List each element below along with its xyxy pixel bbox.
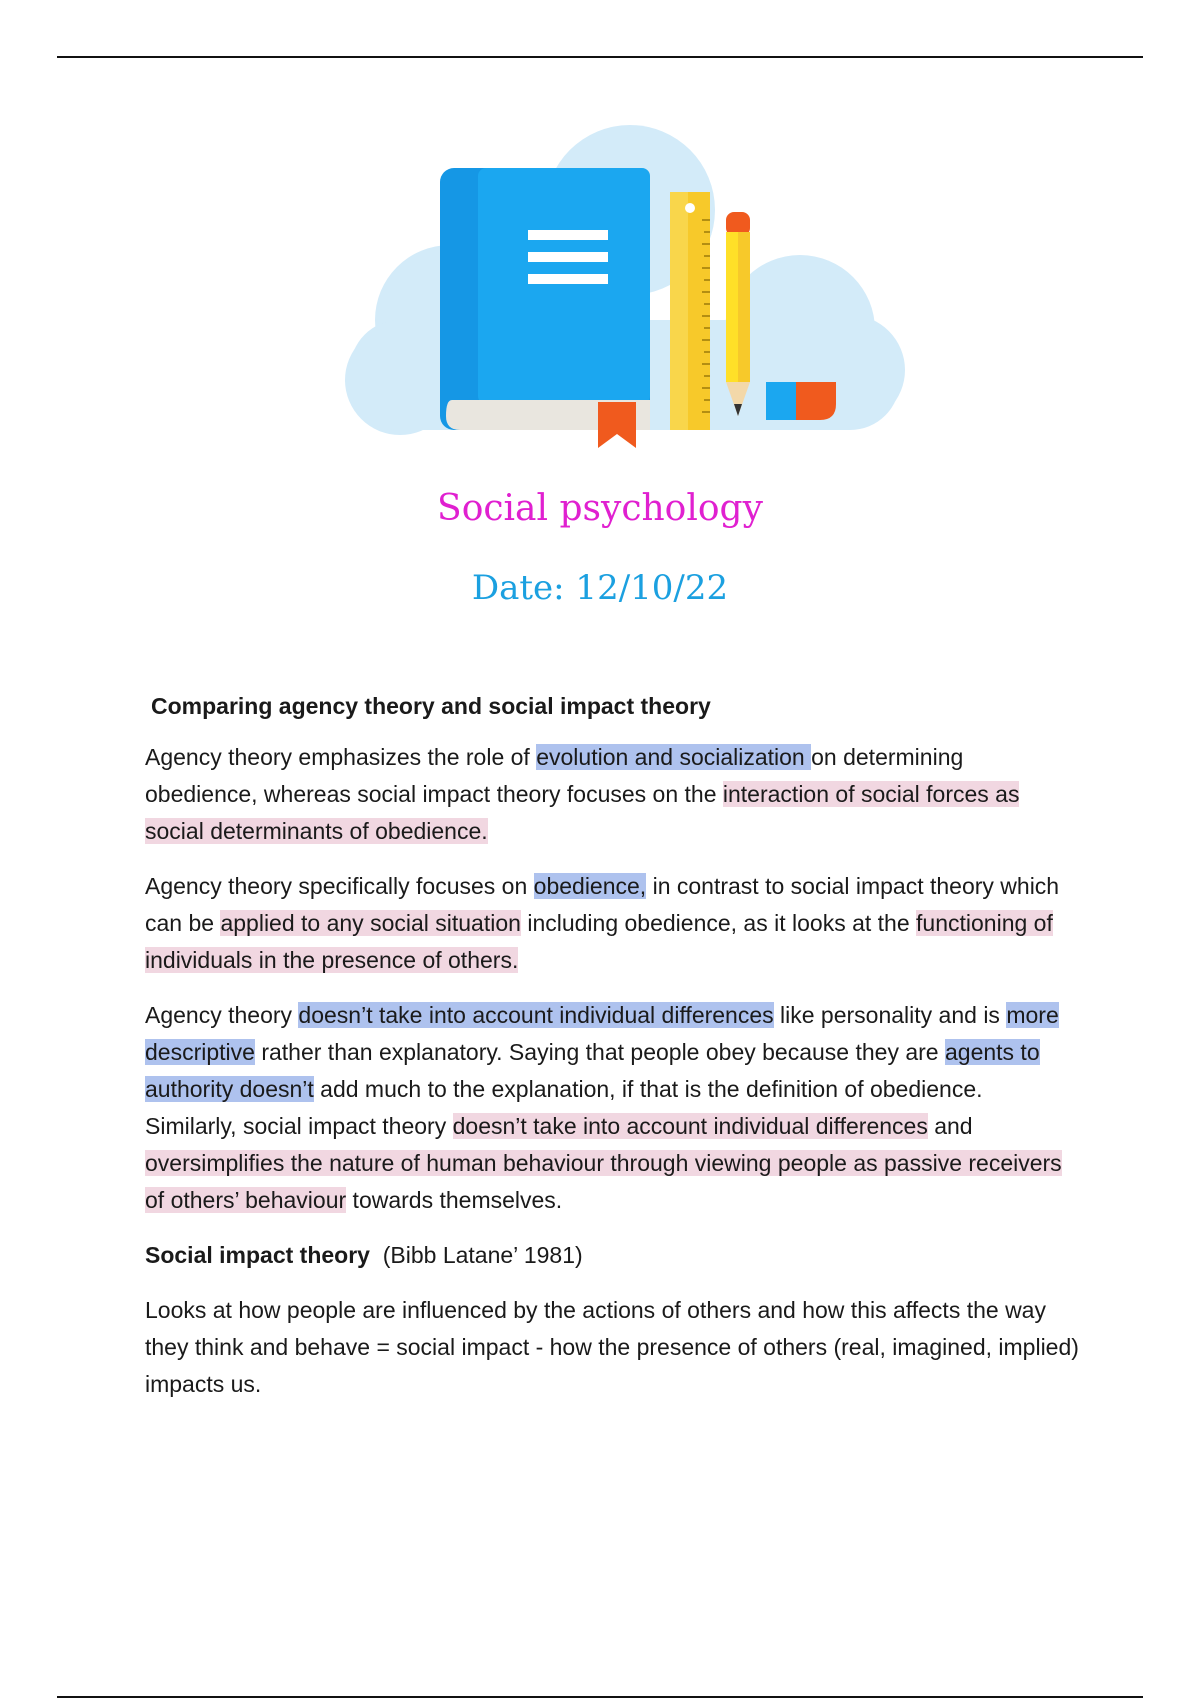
pencil-icon <box>726 212 750 416</box>
subsection-title: Social impact theory <box>145 1242 370 1268</box>
highlight-pink: applied to any social situation <box>220 910 521 936</box>
text-span: Agency theory emphasizes the role of <box>145 744 537 770</box>
text-span: Agency theory specifically focuses on <box>145 873 534 899</box>
subsection-citation: (Bibb Latane’ 1981) <box>369 1242 583 1268</box>
top-divider <box>57 56 1143 58</box>
text-span: Agency theory <box>145 1002 299 1028</box>
text-span: rather than explanatory. Saying that people obey because they are <box>254 1039 945 1065</box>
paragraph-4: Looks at how people are influenced by the actions of others and how this affects the way they think and behave = social impact - how the presence of others (real, imagined, implied) impacts us. <box>145 1297 1079 1397</box>
book-icon <box>440 168 650 448</box>
hero-illustration <box>330 120 910 460</box>
subsection-heading <box>145 1237 1080 1274</box>
highlight-blue: more descriptive <box>145 1002 1059 1065</box>
highlight-pink: doesn’t take into account individual differences <box>452 1113 928 1139</box>
document-body <box>145 688 1080 1421</box>
document-title: Social psychology <box>437 488 763 529</box>
paragraph-2 <box>145 868 1080 979</box>
document-date: Date: 12/10/22 <box>471 568 729 608</box>
text-span: including obedience, as it looks at the <box>520 910 917 936</box>
eraser-icon <box>766 382 836 420</box>
text-span: like personality and is <box>773 1002 1007 1028</box>
highlight-pink: functioning of individuals in the presence of others. <box>145 910 1053 973</box>
paragraph-3 <box>145 997 1080 1219</box>
text-span: and <box>927 1113 973 1139</box>
highlight-blue: doesn’t take into account individual differences <box>298 1002 774 1028</box>
text-span: add much to the explanation, if that is the definition of obedience. Similarly, social impact theory <box>145 1076 983 1139</box>
ruler-icon <box>670 192 710 430</box>
highlight-pink: interaction of social forces as social determinants of obedience. <box>145 781 1020 844</box>
highlight-blue: evolution and socialization <box>536 744 812 770</box>
text-span: towards themselves. <box>346 1187 563 1213</box>
highlight-blue: agents to authority doesn’t <box>145 1039 1040 1102</box>
text-span: on determining obedience, whereas social impact theory focuses on the <box>145 744 964 807</box>
text-span: in contrast to social impact theory which can be <box>145 873 1060 936</box>
highlight-pink: oversimplifies the nature of human behaviour through viewing people as passive receivers of others’ behaviour <box>145 1150 1062 1213</box>
section-heading: Comparing agency theory and social impact theory <box>151 693 711 719</box>
paragraph-1 <box>145 739 1080 850</box>
bottom-divider <box>57 1696 1143 1698</box>
highlight-blue: obedience, <box>533 873 647 899</box>
